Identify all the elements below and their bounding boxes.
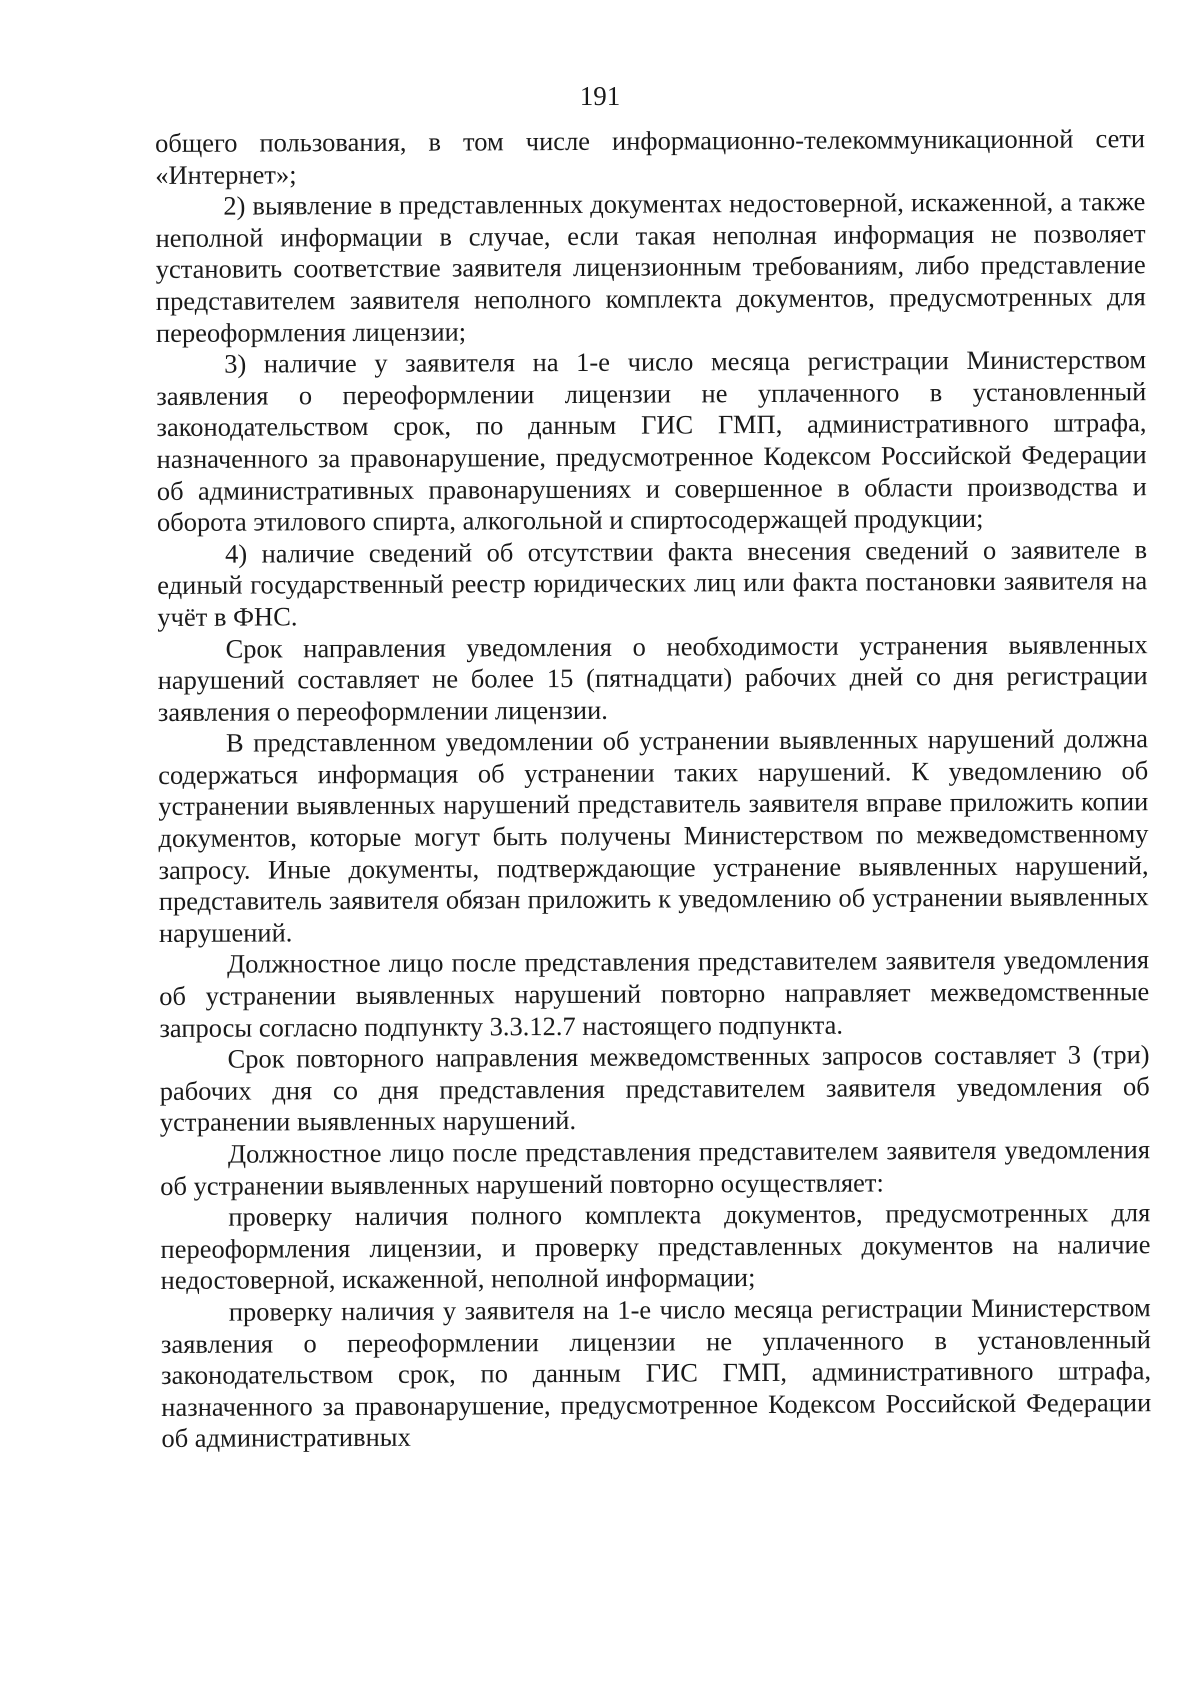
paragraph-check-fines: проверку наличия у заявителя на 1-е число месяца регистрации Министерством заявления о переоформлении лицензии не уплаченного в установленный законодательством срок, по данным ГИС ГМП, административного штрафа, назначенного за правонарушение, предусмотренное Кодексом Российской Федерации об административных bbox=[160, 1292, 1152, 1454]
paragraph-check-documents: проверку наличия полного комплекта документов, предусмотренных для переоформления лицензии, и проверку представленных документов на наличие недостоверной, искаженной, неполной информации; bbox=[160, 1197, 1151, 1296]
paragraph-notice-deadline: Срок направления уведомления о необходимости устранения выявленных нарушений составляет не более 15 (пятнадцати) рабочих дней со дня регистрации заявления о переоформлении лицензии. bbox=[157, 628, 1148, 727]
paragraph-repeat-checks: Должностное лицо после представления представителем заявителя уведомления об устранении выявленных нарушений повторно осуществляет: bbox=[160, 1134, 1151, 1201]
paragraph-item-3: 3) наличие у заявителя на 1-е число месяца регистрации Министерством заявления о переоформлении лицензии не уплаченного в установленный законодательством срок, по данным ГИС ГМП, административного штрафа, назначенного за правонарушение, предусмотренное Кодексом Российской Федерации об административных правонарушениях и совершенное в области производства и оборота этилового спирта, алкогольной и спиртосодержащей продукции; bbox=[156, 344, 1147, 538]
paragraph-repeat-requests: Должностное лицо после представления представителем заявителя уведомления об устранении выявленных нарушений повторно направляет межведомственные запросы согласно подпункту 3.3.12.7 настоящего подпункта. bbox=[159, 944, 1150, 1043]
document-body bbox=[155, 123, 1151, 1455]
page-number: 191 bbox=[579, 81, 621, 111]
paragraph-item-2: 2) выявление в представленных документах недостоверной, искаженной, а также неполной информации в случае, если такая неполная информация не позволяет установить соответствие заявителя лицензионным требованиям, либо представление представителем заявителя неполного комплекта документов, предусмотренных для переоформления лицензии; bbox=[155, 186, 1146, 348]
paragraph-continuation: общего пользования, в том числе информационно-телекоммуникационной сети «Интернет»; bbox=[155, 123, 1146, 190]
paragraph-repeat-deadline: Срок повторного направления межведомственных запросов составляет 3 (три) рабочих дня со дня представления представителем заявителя уведомления об устранении выявленных нарушений. bbox=[159, 1039, 1150, 1138]
paragraph-item-4: 4) наличие сведений об отсутствии факта внесения сведений о заявителе в единый государственный реестр юридических лиц или факта постановки заявителя на учёт в ФНС. bbox=[157, 533, 1148, 632]
paragraph-notice-content: В представленном уведомлении об устранении выявленных нарушений должна содержаться информация об устранении таких нарушений. К уведомлению об устранении выявленных нарушений представитель заявителя вправе приложить копии документов, которые могут быть получены Министерством по межведомственному запросу. Иные документы, подтверждающие устранение выявленных нарушений, представитель заявителя обязан приложить к уведомлению об устранении выявленных нарушений. bbox=[158, 723, 1149, 948]
